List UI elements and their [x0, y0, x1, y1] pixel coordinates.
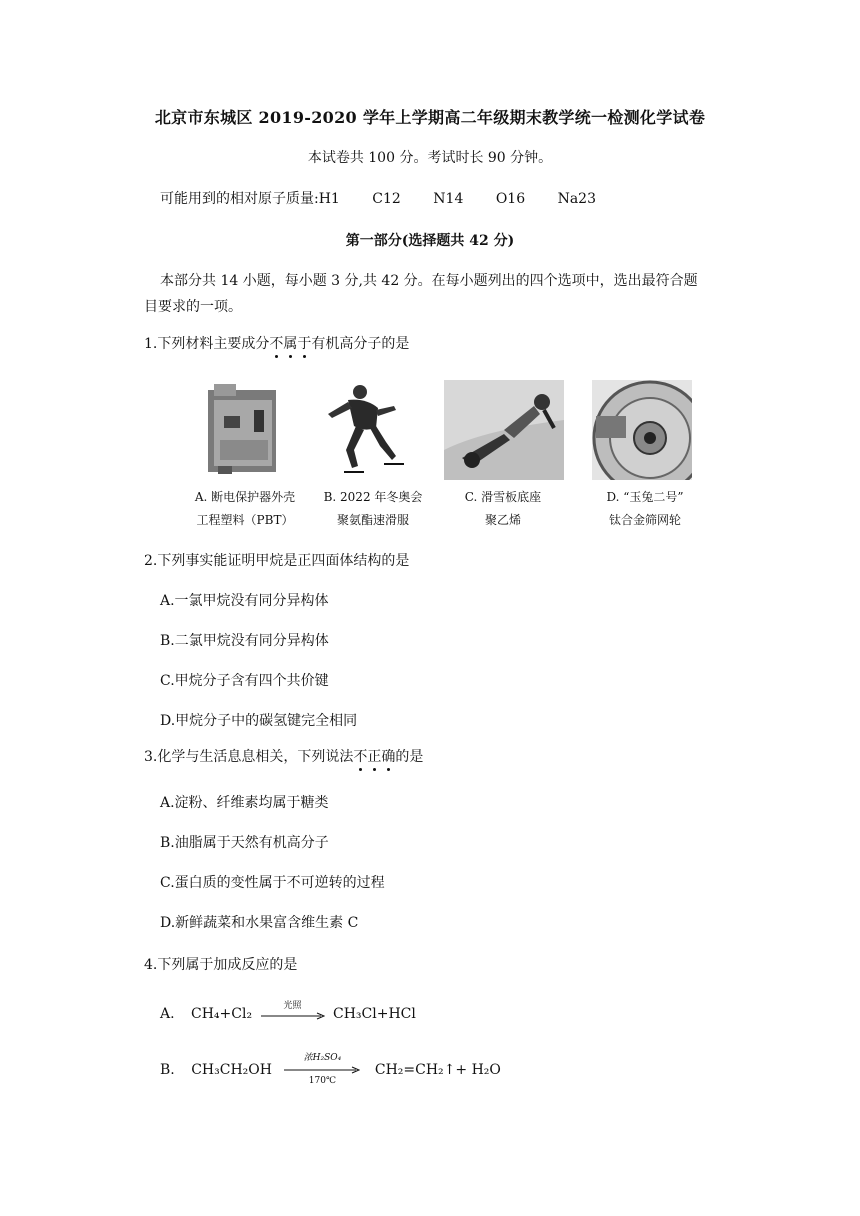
atomic-item: C12 — [372, 191, 401, 207]
reaction-b — [160, 1053, 501, 1086]
products: CH₃Cl+HCl — [333, 1006, 416, 1022]
q2-option-d: D.甲烷分子中的碳氢键完全相同 — [160, 713, 358, 729]
section-title: 第一部分(选择题共 42 分) — [345, 233, 515, 249]
speed-skater-icon — [318, 380, 413, 480]
condition-top: 光照 — [283, 1001, 302, 1011]
circuit-breaker-icon — [200, 380, 290, 480]
reaction-label: A. — [160, 1006, 175, 1022]
q2-option-b: B.二氯甲烷没有同分异构体 — [160, 633, 329, 649]
reactants: CH₃CH₂OH — [191, 1062, 272, 1078]
page-title: 北京市东城区 2019-2020 学年上学期高二年级期末教学统一检测化学试卷 — [154, 108, 706, 127]
q3-option-d: D.新鲜蔬菜和水果富含维生素 C — [160, 915, 359, 931]
atomic-item: Na23 — [557, 191, 596, 207]
exam-info: 本试卷共 100 分。考试时长 90 分钟。 — [307, 150, 553, 166]
q3-option-b: B.油脂属于天然有机高分子 — [160, 835, 329, 851]
q3-option-c: C.蛋白质的变性属于不可逆转的过程 — [160, 875, 385, 891]
rover-wheel-icon — [592, 380, 692, 480]
option-c-caption: C. 滑雪板底座 聚乙烯 — [464, 490, 542, 527]
question-1: 1.下列材料主要成分不属于有机高分子的是 — [144, 336, 410, 352]
ski-binding-icon — [444, 380, 564, 480]
products: CH₂=CH₂↑+ H₂O — [374, 1062, 501, 1078]
reaction-label: B. — [160, 1062, 175, 1078]
question-3: 3.化学与生活息息相关，下列说法不正确的是 — [144, 749, 424, 765]
option-a-caption: A. 断电保护器外壳 工程塑料（PBT） — [194, 490, 296, 527]
section-instructions-cont: 目要求的一项。 — [144, 299, 242, 315]
question-2: 2.下列事实能证明甲烷是正四面体结构的是 — [144, 553, 410, 569]
reaction-arrow — [284, 1053, 360, 1086]
reaction-arrow — [261, 1001, 325, 1024]
reactants: CH₄+Cl₂ — [191, 1006, 253, 1022]
condition-top: 浓H₂SO₄ — [303, 1053, 342, 1063]
option-d-caption: D. “玉兔二号” 钛合金筛网轮 — [606, 490, 684, 527]
option-b-caption: B. 2022 年冬奥会 聚氨酯速滑服 — [323, 490, 423, 527]
right-arrow-icon — [284, 1066, 360, 1074]
atomic-masses — [160, 188, 624, 208]
section-instructions: 本部分共 14 小题，每小题 3 分,共 42 分。在每小题列出的四个选项中，选出最符合题 — [160, 273, 698, 289]
emphasis-char: 于 — [297, 336, 312, 352]
emphasis-char: 不 — [353, 749, 368, 765]
question-4: 4.下列属于加成反应的是 — [144, 957, 298, 973]
q3-option-a: A.淀粉、纤维素均属于糖类 — [160, 795, 329, 811]
emphasis-char: 不 — [269, 336, 284, 352]
emphasis-char: 确 — [381, 749, 396, 765]
condition-bottom: 170℃ — [308, 1076, 337, 1086]
q2-option-a: A.一氯甲烷没有同分异构体 — [160, 593, 329, 609]
atomic-item: N14 — [433, 191, 464, 207]
emphasis-char: 属 — [283, 336, 298, 352]
atomic-item: O16 — [495, 191, 526, 207]
right-arrow-icon — [261, 1012, 325, 1020]
reaction-a — [160, 1001, 416, 1024]
q2-option-c: C.甲烷分子含有四个共价键 — [160, 673, 329, 689]
emphasis-char: 正 — [367, 749, 382, 765]
atomic-label: 可能用到的相对原子质量:H1 — [160, 191, 340, 207]
